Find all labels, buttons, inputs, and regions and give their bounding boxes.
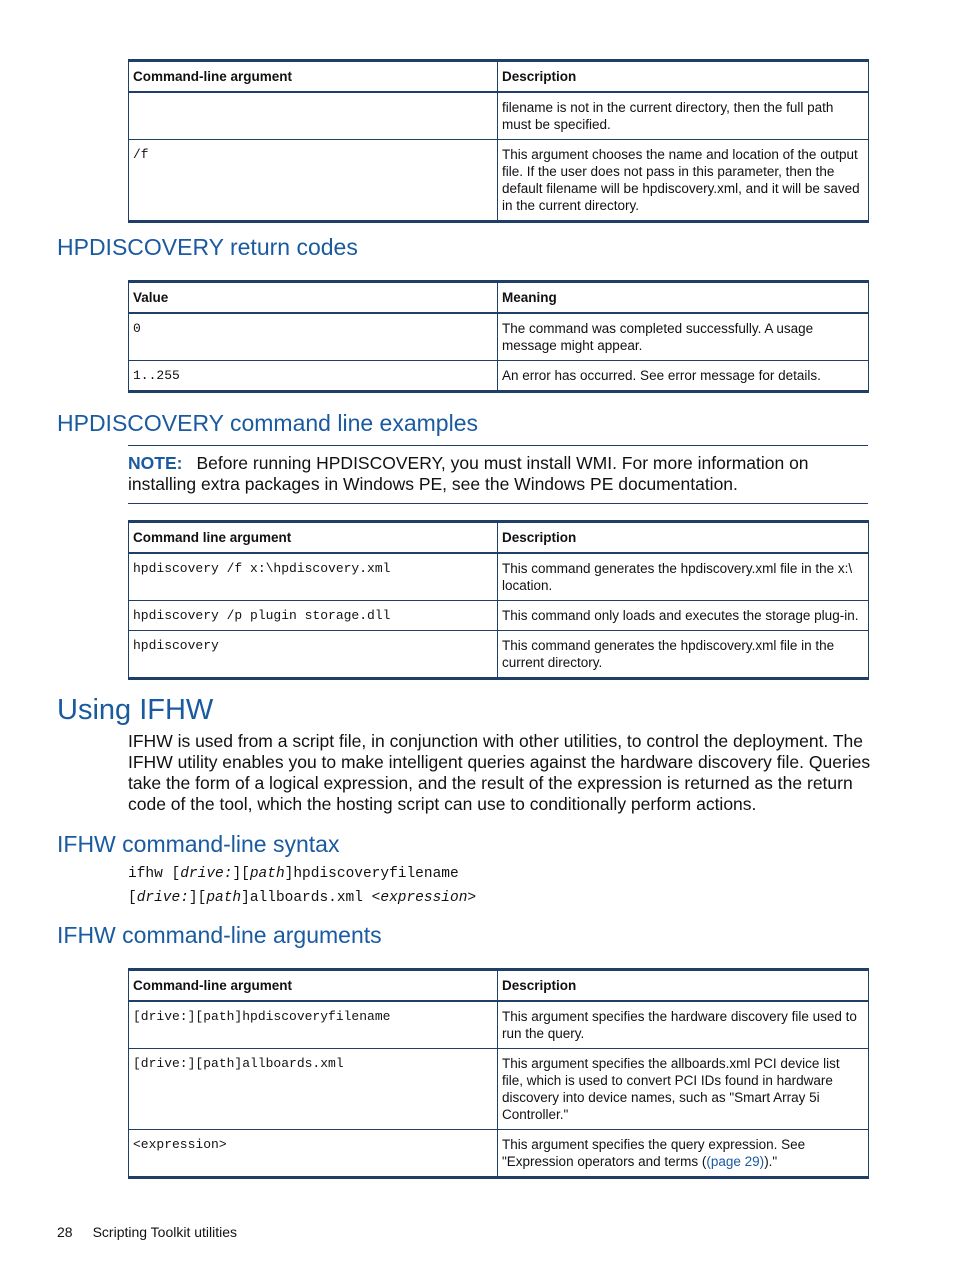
section-heading-arguments: IFHW command-line arguments (57, 922, 382, 948)
table-row (129, 1049, 869, 1130)
value-cell: 0 (129, 313, 498, 361)
section-heading-examples: HPDISCOVERY command line examples (57, 410, 478, 436)
table-header-row (129, 970, 869, 1002)
page-number: 28 (57, 1224, 73, 1240)
syntax-filename: hpdiscoveryfilename (293, 866, 459, 882)
table-row (129, 601, 869, 631)
syntax-expression: expression (380, 890, 468, 906)
table-row (129, 313, 869, 361)
description-cell (498, 1130, 869, 1178)
argument-cell: hpdiscovery /p plugin storage.dll (129, 601, 498, 631)
table-header-row (129, 282, 869, 314)
description-cell: filename is not in the current directory, then the full path must be specified. (498, 92, 869, 140)
ifhw-intro-paragraph: IFHW is used from a script file, in conjunction with other utilities, to control the deployment. The IFHW utility enables you to make intelligent queries against the hardware discovery file. Queries take the form of a logical expression, and the result of the expression is returned as the return code of the tool, which the hosting script can use to conditionally perform actions. (128, 731, 871, 814)
syntax-line-1 (128, 865, 459, 883)
table-row (129, 361, 869, 392)
section-heading-using-ifhw: Using IFHW (57, 694, 214, 726)
examples-table (128, 520, 869, 680)
syntax-path: path (249, 866, 285, 882)
ifhw-arguments-table (128, 968, 869, 1179)
syntax-line-2 (128, 889, 476, 907)
description-cell: This argument specifies the allboards.xml PCI device list file, which is used to convert PCI IDs found in hardware discovery into device names, such as "Smart Array 5i Controller." (498, 1049, 869, 1130)
table-header-row (129, 522, 869, 554)
syntax-command: ifhw (128, 866, 172, 882)
syntax-bracket: ][ (232, 866, 250, 882)
meaning-cell: An error has occurred. See error message for details. (498, 361, 869, 392)
argument-cell: [drive:][path]hpdiscoveryfilename (129, 1001, 498, 1049)
syntax-path: path (206, 890, 242, 906)
note-box (128, 445, 868, 504)
page-footer (57, 1223, 237, 1241)
syntax-drive: drive: (136, 890, 189, 906)
column-header: Description (498, 61, 869, 93)
argument-cell: hpdiscovery (129, 631, 498, 679)
argument-cell: <expression> (129, 1130, 498, 1178)
syntax-filename: allboards.xml (249, 890, 372, 906)
column-header: Meaning (498, 282, 869, 314)
chapter-title: Scripting Toolkit utilities (92, 1224, 238, 1240)
syntax-angle: > (467, 890, 477, 906)
page-link[interactable]: (page 29) (706, 1154, 765, 1169)
column-header: Description (498, 970, 869, 1002)
description-cell: This command generates the hpdiscovery.xml file in the x:\ location. (498, 553, 869, 601)
syntax-angle: < (371, 890, 381, 906)
syntax-bracket: [ (171, 866, 181, 882)
description-text: )." (764, 1154, 778, 1169)
table-row (129, 140, 869, 222)
description-text: This argument specifies the query expression. See "Expression operators and terms ( (502, 1137, 806, 1169)
section-heading-return-codes: HPDISCOVERY return codes (57, 234, 358, 260)
column-header: Command line argument (129, 522, 498, 554)
syntax-bracket: ] (284, 866, 294, 882)
column-header: Command-line argument (129, 970, 498, 1002)
description-cell: This command only loads and executes the storage plug-in. (498, 601, 869, 631)
description-cell: This argument chooses the name and location of the output file. If the user does not pass in this parameter, then the default filename will be hpdiscovery.xml, and it will be saved in the current directory. (498, 140, 869, 222)
argument-cell: hpdiscovery /f x:\hpdiscovery.xml (129, 553, 498, 601)
syntax-bracket: ][ (188, 890, 207, 906)
return-codes-table (128, 280, 869, 393)
table-row (129, 553, 869, 601)
continued-arguments-table (128, 59, 869, 223)
column-header: Command-line argument (129, 61, 498, 93)
syntax-drive: drive: (180, 866, 233, 882)
column-header: Value (129, 282, 498, 314)
syntax-bracket: ] (241, 890, 250, 906)
table-row (129, 631, 869, 679)
argument-cell: [drive:][path]allboards.xml (129, 1049, 498, 1130)
table-row (129, 1130, 869, 1178)
section-heading-syntax: IFHW command-line syntax (57, 831, 340, 857)
note-text (128, 453, 868, 495)
table-header-row (129, 61, 869, 93)
argument-cell: /f (129, 140, 498, 222)
table-row (129, 92, 869, 140)
value-cell: 1..255 (129, 361, 498, 392)
column-header: Description (498, 522, 869, 554)
syntax-bracket: [ (128, 890, 137, 906)
argument-cell (129, 92, 498, 140)
meaning-cell: The command was completed successfully. A usage message might appear. (498, 313, 869, 361)
description-cell: This argument specifies the hardware discovery file used to run the query. (498, 1001, 869, 1049)
description-cell: This command generates the hpdiscovery.xml file in the current directory. (498, 631, 869, 679)
note-body: Before running HPDISCOVERY, you must install WMI. For more information on installing extra packages in Windows PE, see the Windows PE documentation. (128, 453, 809, 494)
note-label: NOTE: (128, 453, 183, 473)
table-row (129, 1001, 869, 1049)
